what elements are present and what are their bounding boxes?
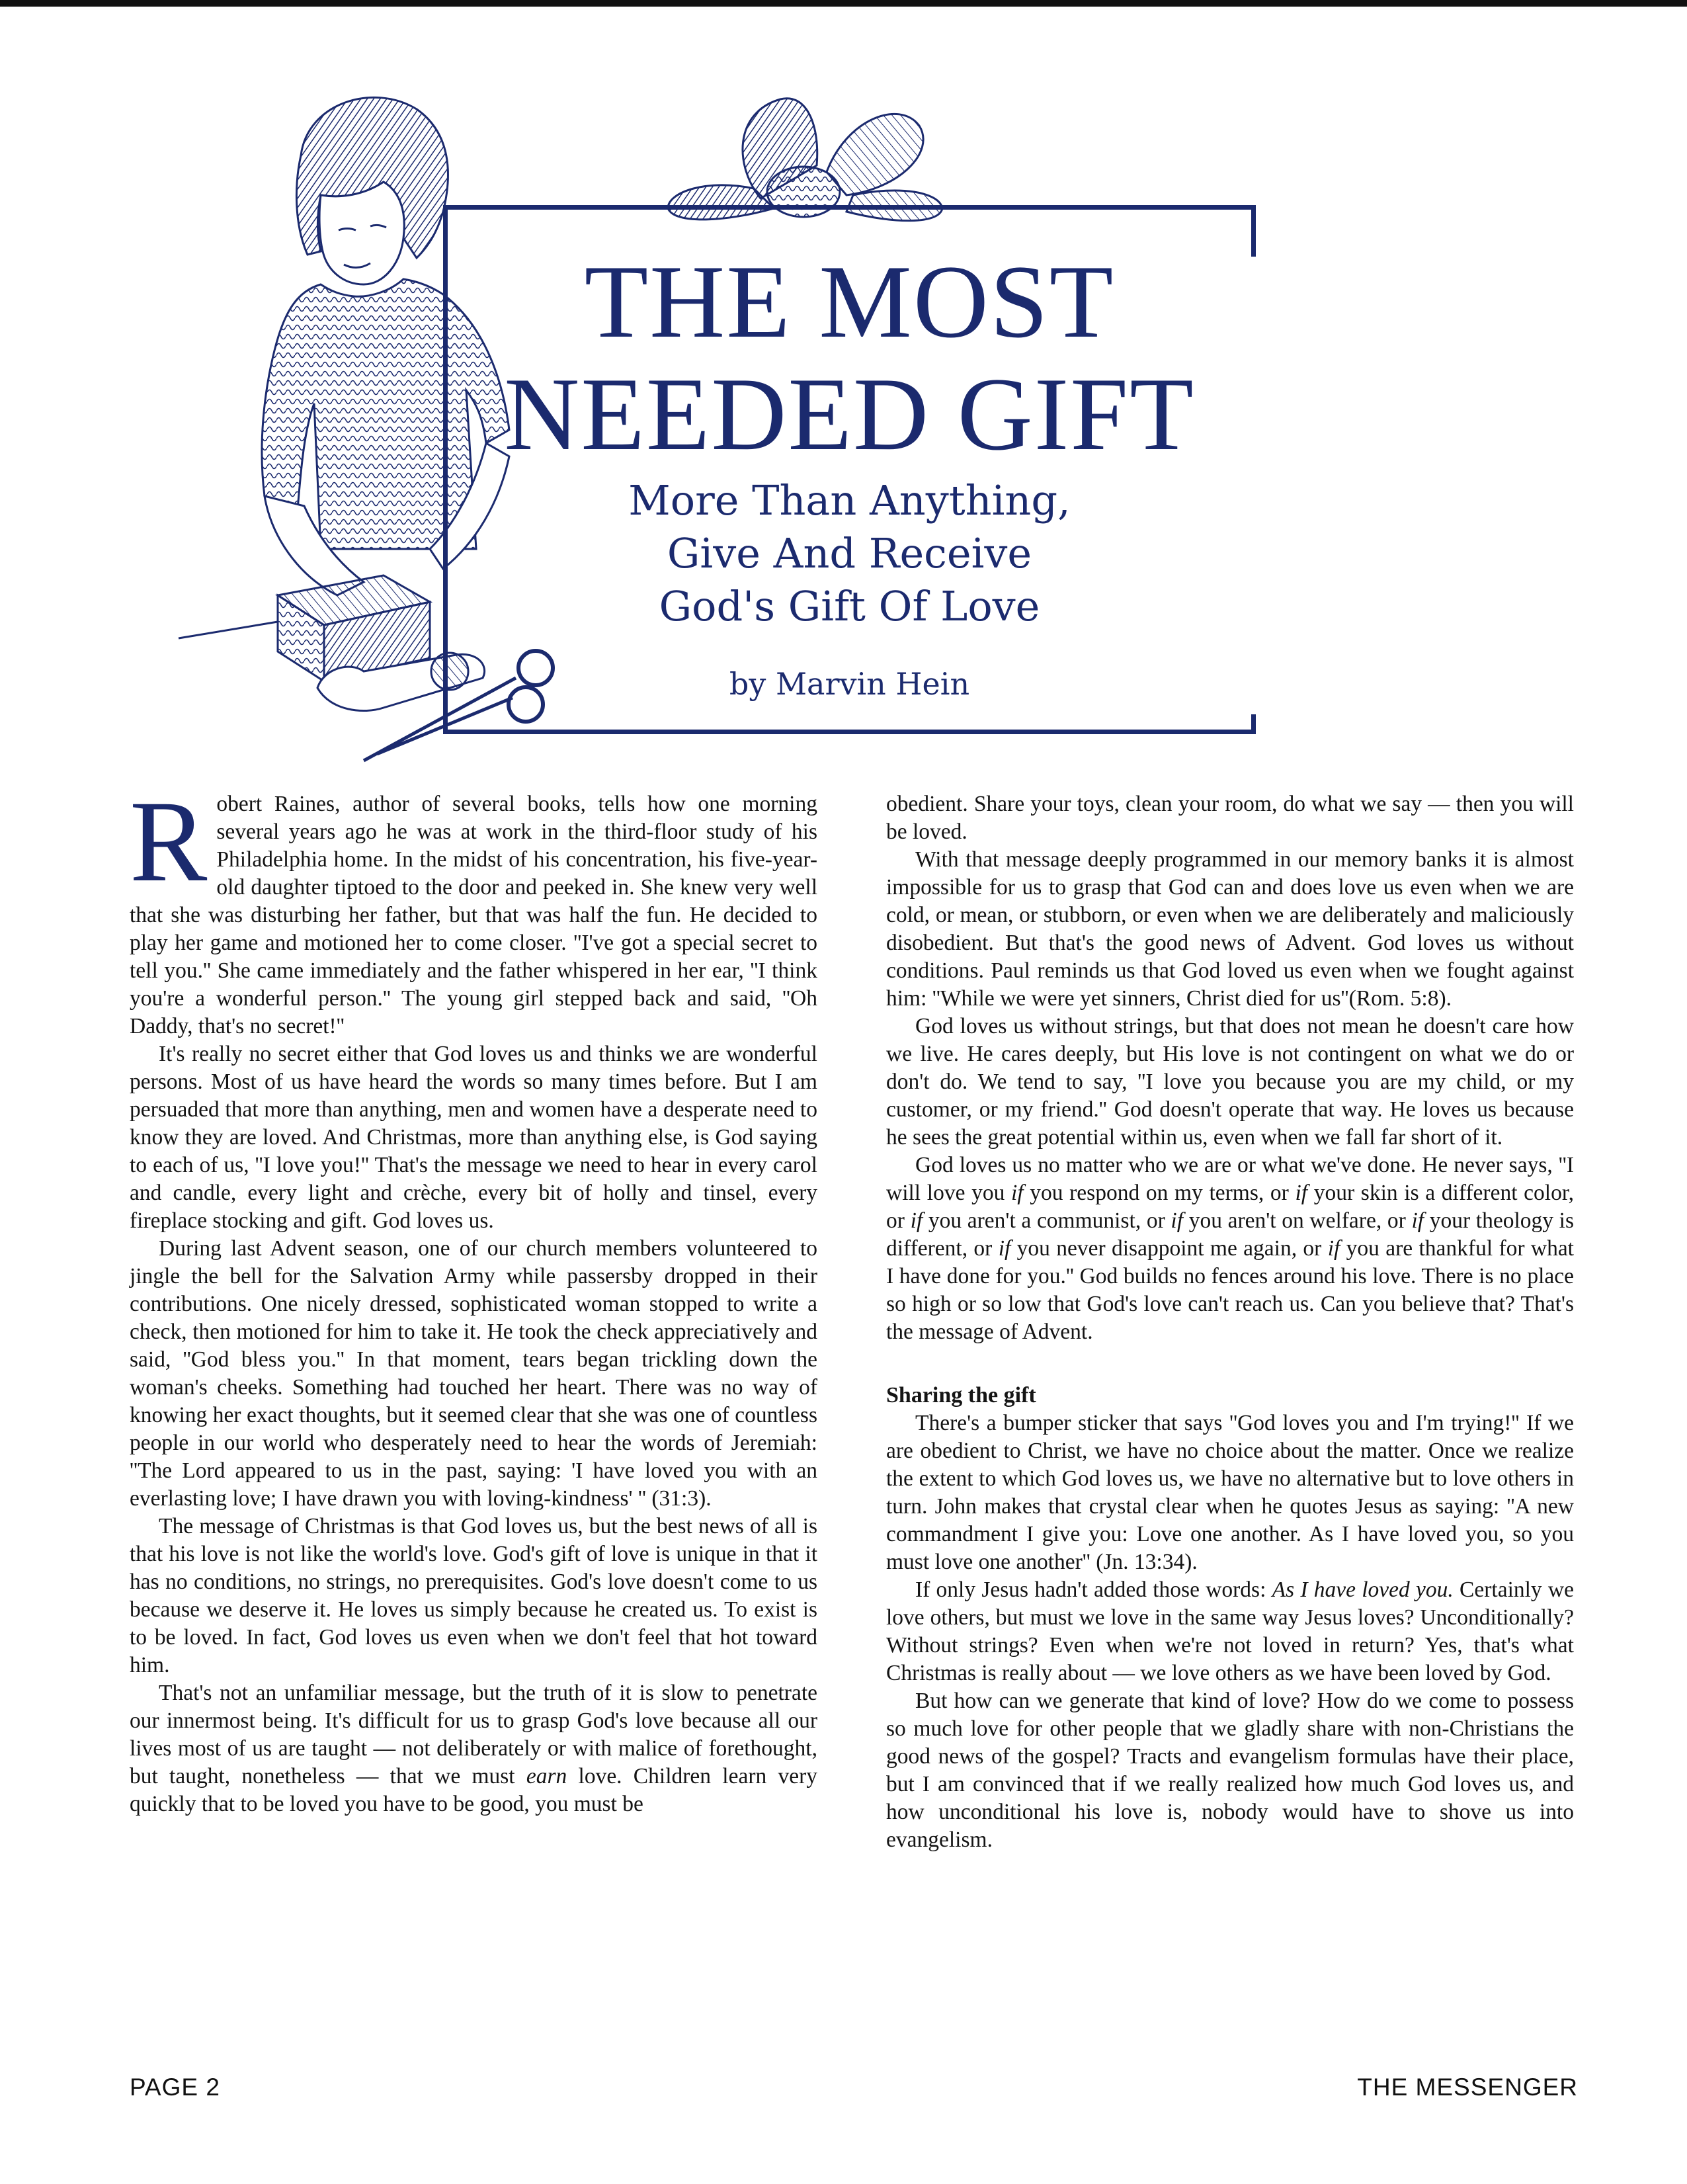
publication-name: THE MESSENGER	[1357, 2074, 1578, 2101]
article-paragraph: If only Jesus hadn't added those words: As I have loved you. Certainly we love others, but must we love in the same way Jesus loves? Unconditionally? Without strings? Even when we're not loved in return? Yes, that's what Christmas is really about — we love others as we have been loved by God.	[886, 1577, 1574, 1685]
drop-cap: R	[130, 777, 208, 906]
article-paragraph: There's a bumper sticker that says ''God loves you and I'm trying!'' If we are obedient to Christ, we have no choice about the matter. Once we realize the extent to which God loves us, we have no alternative but to love others in turn. John makes that crystal clear when he quotes Jesus as saying: ''A new commandment I give you: Love one another. As I have loved you, so you must love one another'' (Jn. 13:34).	[886, 1411, 1574, 1574]
article-paragraph: With that message deeply programmed in our memory banks it is almost impossible for us to grasp that God can and does love us even when we are cold, or mean, or stubborn, or even when we are deliberately and maliciously disobedient. But that's the good news of Advent. God loves us without conditions. Paul reminds us that God loved us even when we fought against him: ''While we were yet sinners, Christ died for us''(Rom. 5:8).	[886, 847, 1574, 1011]
article-paragraph: Robert Raines, author of several books, tells how one morning several years ago he was at work in the third-floor study of his Philadelphia home. In the midst of his concentration, his five-year-old daughter tiptoed to the door and peeked in. She knew very well that she was disturbing her father, but that was half the fun. He decided to play her game and motioned her to come closer. ''I've got a special secret to tell you.'' She came immediately and the father whispered in her ear, ''I think you're a wonderful person.'' The young girl stepped back and said, ''Oh Daddy, that's no secret!''	[130, 777, 817, 1038]
article-paragraph: That's not an unfamiliar message, but the truth of it is slow to penetrate our innermost being. It's difficult for us to grasp God's love because all our lives most of us are taught — not deliberately or with malice of forethought, but taught, nonetheless — that we must earn love. Children learn very quickly that to be loved you have to be good, you must be	[130, 1681, 817, 1816]
ribbon-bow-icon	[668, 99, 942, 221]
article-paragraph: God loves us no matter who we are or what we've done. He never says, ''I will love you if you respond on my terms, or if your skin is a different color, or if you aren't a communist, or if you aren't on welfare, or if your theology is different, or if you never disappoint me again, or if you are thankful for what I have done for you.'' God builds no fences around his love. There is no place so high or so low that God's love can't reach us. Can you believe that? That's the message of Advent.	[886, 1153, 1575, 1344]
page-number: PAGE 2	[130, 2074, 220, 2101]
article-paragraph: During last Advent season, one of our church members volunteered to jingle the bell for the Salvation Army while passersby dropped in their contributions. One nicely dressed, sophisticated woman stopped to write a check, then motioned for him to take it. He took the check appreciatively and said, ''God bless you.'' In that moment, tears began trickling down the woman's cheeks. Something had touched her heart. There was no way of knowing her exact thoughts, but it seemed clear that she was one of countless people in our world who desperately need to hear the words of Jeremiah: ''The Lord appeared to us in the past, saying: 'I have loved you with an everlasting love; I have drawn you with loving-kindness' '' (31:3).	[130, 1236, 817, 1511]
article-column-right	[886, 790, 1574, 1854]
top-edge-line	[0, 0, 1687, 7]
article-paragraph: But how can we generate that kind of love? How do we come to possess so much love for other people that we gladly share with non-Christians the good news of the gospel? Tracts and evangelism formulas have their place, but I am convinced that if we really realized how much God loves us, and how unconditional his love is, nobody would have to shove us into evangelism.	[886, 1689, 1574, 1852]
article-subtitle: More Than Anything, Give And Receive God's Gift Of Love	[628, 476, 1071, 630]
article-paragraph: God loves us without strings, but that does not mean he doesn't care how we live. He cares deeply, but His love is not contingent on what we do or don't do. We tend to say, ''I love you because you are my child, or my customer, or my friend.'' God doesn't operate that way. He loves us because he sees the great potential within us, even when we fall far short of it.	[886, 1014, 1574, 1150]
section-heading: Sharing the gift	[886, 1383, 1036, 1407]
article-paragraph: obedient. Share your toys, clean your room, do what we say — then you will be loved.	[886, 792, 1574, 844]
article-paragraph: It's really no secret either that God loves us and thinks we are wonderful persons. Most of us have heard the words so many times before. But I am persuaded that more than anything, men and women have a desperate need to know they are loved. And Christmas, more than anything else, is God saying to each of us, ''I love you!'' That's the message we need to hear in every carol and candle, every light and crèche, every bit of holly and tinsel, every fireplace stocking and gift. God loves us.	[130, 1042, 817, 1233]
byline: by Marvin Hein	[729, 666, 970, 702]
title-box	[443, 205, 1251, 734]
article-title: THE MOST NEEDED GIFT	[504, 244, 1195, 472]
article-paragraph: The message of Christmas is that God loves us, but the best news of all is that his love is not like the world's love. God's gift of love is unique in that it has no conditions, no strings, no prerequisites. God's love doesn't come to us because we deserve it. He loves us simply because he created us. To exist is to be loved. In fact, God loves us even when we don't feel that hot toward him.	[130, 1514, 817, 1677]
article-column-left	[130, 777, 817, 1818]
